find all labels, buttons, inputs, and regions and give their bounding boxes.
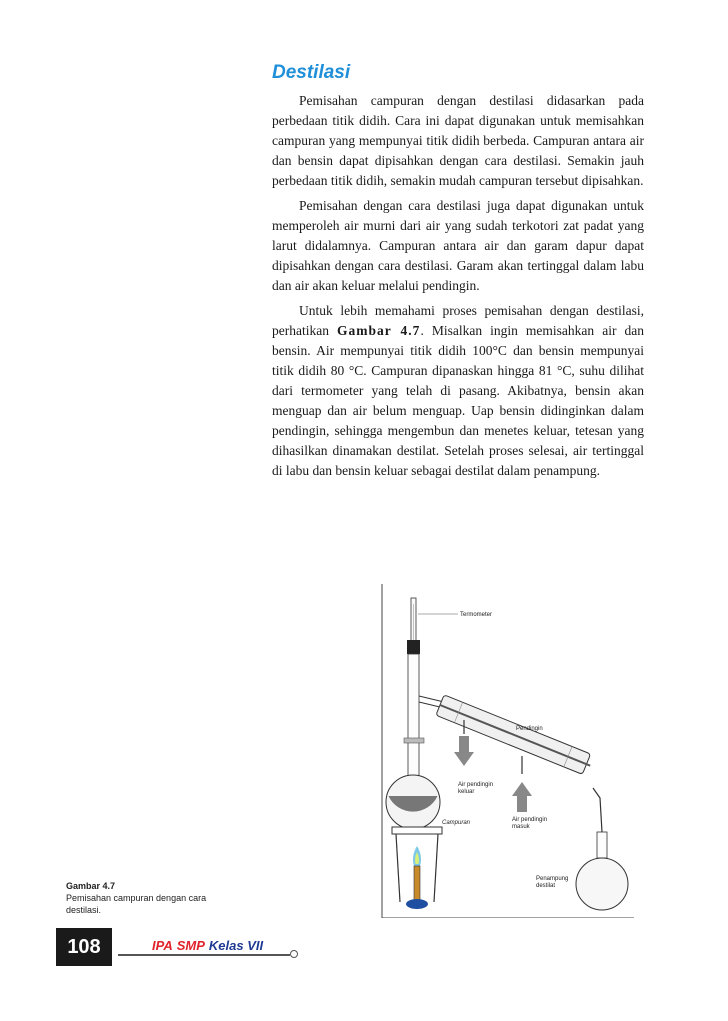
paragraph-3	[272, 301, 644, 481]
distillation-figure	[378, 584, 634, 918]
tripod-top	[392, 827, 442, 834]
caption-text: Pemisahan campuran dengan cara destilasi.	[66, 893, 207, 915]
paragraph-2: Pemisahan dengan cara destilasi juga dapat digunakan untuk memperoleh air murni dari air yang sudah terkotori zat padat yang larut didalamnya. Campuran antara air dan garam dapur dapat dipisahkan dengan cara destilasi. Garam akan tertinggal dalam labu dan air akan keluar melalui pendingin.	[272, 198, 644, 293]
paragraph-1: Pemisahan campuran dengan destilasi didasarkan pada perbedaan titik didih. Cara ini dapat digunakan untuk memisahkan campuran yang mempunyai titik didih berbeda. Campuran antara air dan bensin dapat dipisahkan dengan cara destilasi. Semakin jauh perbedaan titik didih, semakin mudah campuran tersebut dipisahkan.	[272, 93, 644, 188]
label-thermometer: Termometer	[460, 612, 493, 618]
water-in-arrow	[512, 782, 532, 812]
paragraph-3-start: Untuk lebih memahami proses pemisahan dengan destilasi, perhatikan	[272, 303, 644, 338]
distillation-apparatus-illustration	[378, 584, 634, 918]
bunsen-burner	[414, 866, 420, 900]
thermometer-stopper	[407, 640, 420, 654]
label-receiver-2: destilat	[536, 883, 556, 889]
label-water-in-2: masuk	[512, 824, 530, 830]
burner-base	[406, 899, 428, 909]
caption-title: Gambar 4.7	[66, 881, 116, 891]
section-title: Destilasi	[272, 62, 351, 83]
book-title-kelas: Kelas VII	[208, 938, 264, 953]
label-mixture: Campuran	[442, 820, 471, 826]
footer-dot-icon	[290, 950, 298, 958]
body-text	[272, 91, 644, 486]
book-title-smp: SMP	[176, 938, 205, 953]
figure-caption	[66, 880, 236, 916]
label-condenser: Pendingin	[516, 726, 543, 732]
flask-neck	[408, 654, 419, 782]
receiving-flask	[576, 858, 628, 910]
page-number: 108	[56, 928, 112, 966]
footer-divider	[118, 954, 290, 956]
condenser	[436, 695, 594, 776]
book-title	[152, 938, 263, 953]
paragraph-3-end: . Misalkan ingin memisahkan air dan bensin. Air mempunyai titik didih 100°C dan bensin mempunyai titik didih 80 °C. Campuran dipanaskan hingga 81 °C, suhu dilihat dari termometer yang telah di pasang. Akibatnya, bensin akan menguap dan air belum menguap. Uap bensin didinginkan dalam pendingin, sehingga mengembun dan menetes keluar, tetesan yang dihasilkan dinamakan destilat. Setelah proses selesai, air tertinggal di labu dan bensin keluar sebagai destilat dalam penampung.	[272, 323, 644, 478]
label-water-in-1: Air pendingin	[512, 817, 548, 823]
label-water-out-2: keluar	[458, 789, 475, 795]
book-title-ipa: IPA	[152, 938, 173, 953]
label-receiver-1: Penampung	[536, 876, 569, 882]
water-out-arrow	[454, 736, 474, 766]
label-water-out-1: Air pendingin	[458, 782, 494, 788]
figure-reference: Gambar 4.7	[337, 323, 421, 338]
